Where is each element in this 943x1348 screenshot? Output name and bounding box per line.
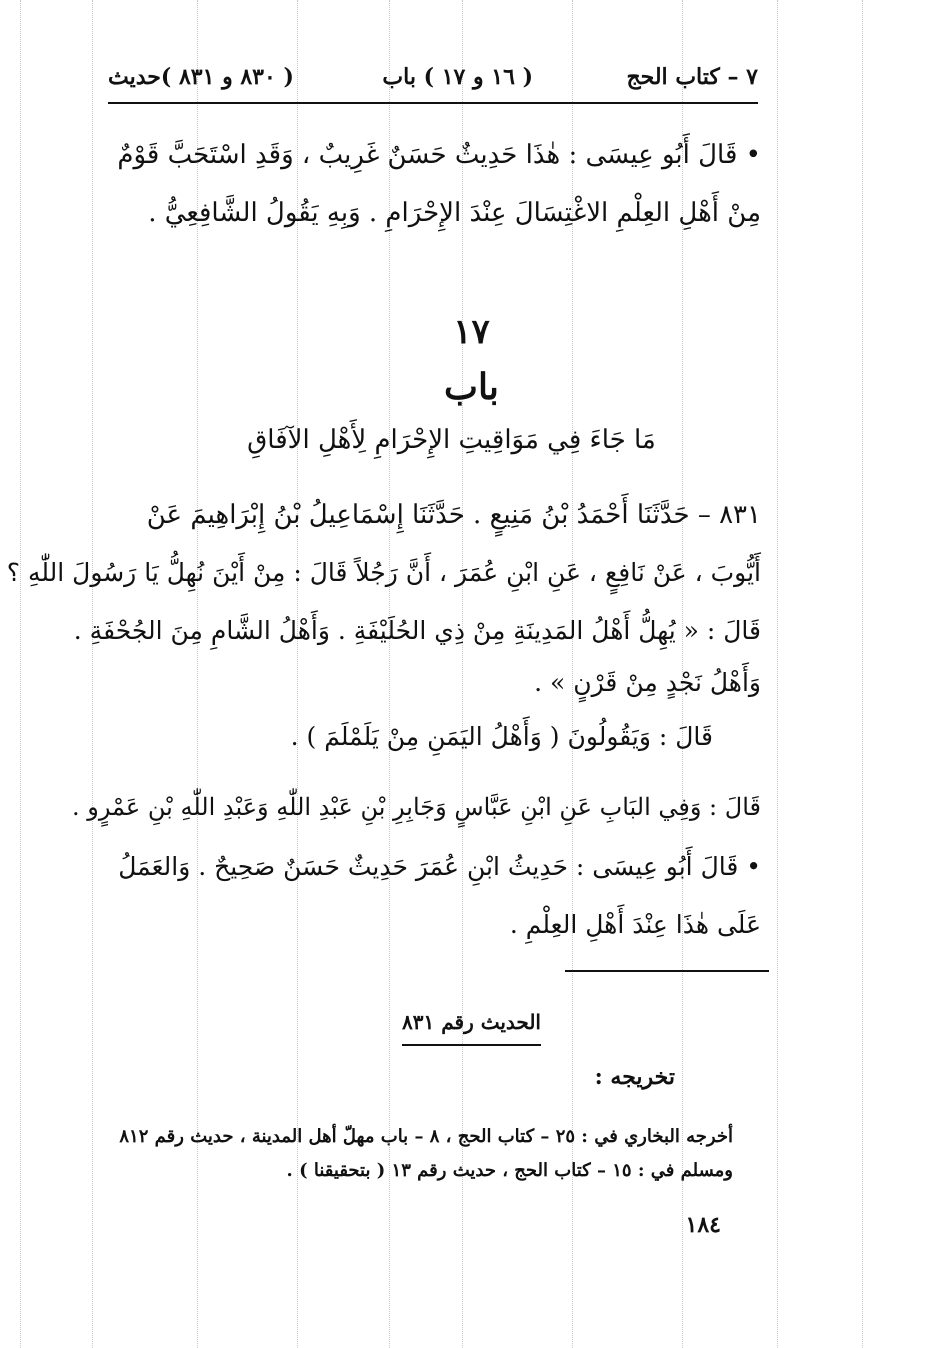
chapter-number: ١٧ <box>453 312 490 352</box>
chapter-title: مَا جَاءَ فِي مَوَاقِيتِ الإِحْرَامِ لِأَهْلِ الآفَاقِ <box>247 425 656 455</box>
footnote-heading <box>0 1010 943 1034</box>
text-line: • قَالَ أَبُو عِيسَى : حَدِيثُ ابْنِ عُمَرَ حَدِيثٌ حَسَنٌ صَحِيحٌ . وَالعَمَلُ <box>118 852 761 881</box>
footnote-separator <box>565 970 769 972</box>
text-line: عَلَى هٰذَا عِنْدَ أَهْلِ العِلْمِ . <box>509 910 761 939</box>
page-number: ١٨٤ <box>685 1212 721 1238</box>
running-header <box>108 58 758 104</box>
text-line: وَأَهْلُ نَجْدٍ مِنْ قَرْنٍ » . <box>534 668 761 697</box>
text-line: قَالَ : « يُهِلُّ أَهْلُ المَدِينَةِ مِنْ ذِي الحُلَيْفَةِ . وَأَهْلُ الشَّامِ مِنَ الجُحْفَةِ . <box>73 616 761 645</box>
text-line: • قَالَ أَبُو عِيسَى : هٰذَا حَدِيثٌ حَسَنٌ غَرِيبٌ ، وَقَدِ اسْتَحَبَّ قَوْمٌ <box>117 140 761 170</box>
text-line: ٨٣١ – حَدَّثَنَا أَحْمَدُ بْنُ مَنِيعٍ . حَدَّثَنَا إِسْمَاعِيلُ بْنُ إِبْرَاهِيمَ عَنْ <box>146 500 761 530</box>
footnote-line: ومسلم في : ١٥ – كتاب الحج ، حديث رقم ١٣ ( بتحقيقنا ) . <box>286 1160 733 1181</box>
text-line: مِنْ أَهْلِ العِلْمِ الاغْتِسَالَ عِنْدَ الإِحْرَامِ . وَبِهِ يَقُولُ الشَّافِعِيُّ . <box>148 198 761 228</box>
guide-line <box>777 0 778 1348</box>
footnote-heading-text: الحديث رقم ٨٣١ <box>402 1010 541 1046</box>
header-book-title: ٧ – كتاب الحج <box>626 64 758 90</box>
footnote-line: أخرجه البخاري في : ٢٥ – كتاب الحج ، ٨ – باب مهلّ أهل المدينة ، حديث رقم ٨١٢ <box>119 1126 733 1147</box>
header-chapter-ref: ( ١٦ و ١٧ ) باب <box>382 64 533 90</box>
chapter-label: باب <box>444 366 499 408</box>
text-line: قَالَ : وَفِي البَابِ عَنِ ابْنِ عَبَّاسٍ وَجَابِرِ بْنِ عَبْدِ اللّٰهِ وَعَبْدِ اللّٰهِ بْنِ عَمْرٍو . <box>71 793 761 821</box>
guide-line <box>92 0 93 1348</box>
guide-line <box>862 0 863 1348</box>
text-line: قَالَ : وَيَقُولُونَ ( وَأَهْلُ اليَمَنِ مِنْ يَلَمْلَمَ ) . <box>290 722 713 751</box>
footnote-subheading: تخريجه : <box>594 1064 675 1090</box>
text-line: أَيُّوبَ ، عَنْ نَافِعٍ ، عَنِ ابْنِ عُمَرَ ، أَنَّ رَجُلاً قَالَ : مِنْ أَيْنَ نُهِلُّ يَا رَسُولَ اللّٰهِ ؟ <box>6 558 761 587</box>
header-hadith-ref: ( ٨٣٠ و ٨٣١ )حديث <box>108 64 294 90</box>
guide-line <box>20 0 21 1348</box>
